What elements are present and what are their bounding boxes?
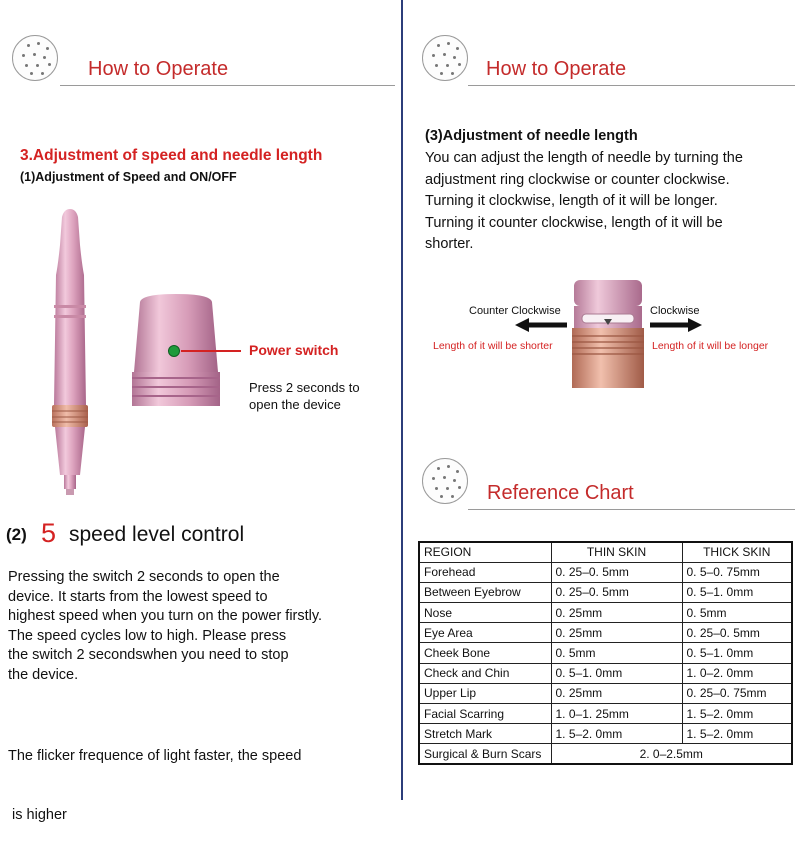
thick-cell: 1. 5–2. 0mm <box>682 704 792 724</box>
region-cell: Between Eyebrow <box>419 582 551 602</box>
needle-line-5: shorter. <box>425 236 474 252</box>
table-row <box>419 663 792 683</box>
reference-underline <box>468 509 795 510</box>
subsection-title: (1)Adjustment of Speed and ON/OFF <box>20 170 237 184</box>
left-arrow-icon <box>515 318 567 332</box>
table-row <box>419 724 792 744</box>
region-cell: Forehead <box>419 562 551 582</box>
table-row <box>419 704 792 724</box>
thick-cell: 0. 25–0. 75mm <box>682 683 792 703</box>
flicker-line-2: is higher <box>8 806 67 823</box>
power-switch-pointer <box>181 350 241 352</box>
speed-line-4: The speed cycles low to high. Please press <box>8 627 287 644</box>
power-switch-label: Power switch <box>249 342 339 358</box>
header-thick-skin: THICK SKIN <box>682 542 792 562</box>
thick-cell: 1. 5–2. 0mm <box>682 724 792 744</box>
left-header-title: How to Operate <box>88 58 229 80</box>
left-header <box>10 35 395 95</box>
table-row <box>419 582 792 602</box>
table-row <box>419 623 792 643</box>
header-thin-skin: THIN SKIN <box>551 542 682 562</box>
speed-line-3: highest speed when you turn on the power firstly. <box>8 608 323 624</box>
needle-paragraph <box>425 148 743 256</box>
needle-line-3: Turning it clockwise, length of it will be longer. <box>425 193 718 209</box>
region-cell: Cheek Bone <box>419 643 551 663</box>
column-divider <box>401 0 403 800</box>
thick-cell: 0. 5mm <box>682 603 792 623</box>
header-region: REGION <box>419 542 551 562</box>
reference-header <box>420 458 795 518</box>
dot-circle-icon <box>12 35 58 81</box>
table-row <box>419 643 792 663</box>
right-header <box>420 35 795 95</box>
region-cell: Facial Scarring <box>419 704 551 724</box>
table-row <box>419 562 792 582</box>
merged-value-cell: 2. 0–2.5mm <box>551 744 792 764</box>
section-title: 3.Adjustment of speed and needle length <box>20 147 323 164</box>
right-header-underline <box>468 85 795 86</box>
thin-cell: 0. 25–0. 5mm <box>551 562 682 582</box>
reference-title: Reference Chart <box>487 482 634 504</box>
needle-line-2: adjustment ring clockwise or counter clockwise. <box>425 171 730 188</box>
speed-line-5: the switch 2 secondswhen you need to stop <box>8 647 289 663</box>
speed-line-2: device. It starts from the lowest speed to <box>8 588 268 605</box>
thin-cell: 1. 5–2. 0mm <box>551 724 682 744</box>
thin-cell: 1. 0–1. 25mm <box>551 704 682 724</box>
thin-cell: 0. 25mm <box>551 623 682 643</box>
flicker-paragraph <box>8 708 301 845</box>
speed-line-1: Pressing the switch 2 seconds to open the <box>8 569 280 585</box>
thick-cell: 0. 5–0. 75mm <box>682 562 792 582</box>
dot-circle-icon <box>422 35 468 81</box>
speed-heading-text: speed level control <box>69 523 245 546</box>
press-note-line1: Press 2 seconds to <box>249 380 360 395</box>
shorter-label: Length of it will be shorter <box>433 340 553 352</box>
speed-prefix: (2) <box>6 525 27 544</box>
reference-table <box>418 541 793 765</box>
table-row-last <box>419 744 792 764</box>
table-row <box>419 603 792 623</box>
left-header-underline <box>60 85 395 86</box>
region-cell: Check and Chin <box>419 663 551 683</box>
clockwise-label: Clockwise <box>650 305 700 317</box>
needle-line-1: You can adjust the length of needle by turning the <box>425 150 743 166</box>
needle-line-4: Turning it counter clockwise, length of it will be <box>425 214 723 231</box>
region-cell: Surgical & Burn Scars <box>419 744 551 764</box>
thick-cell: 0. 5–1. 0mm <box>682 643 792 663</box>
thin-cell: 0. 25mm <box>551 683 682 703</box>
thin-cell: 0. 25mm <box>551 603 682 623</box>
flicker-line-1: The flicker frequence of light faster, the speed <box>8 748 302 764</box>
region-cell: Stretch Mark <box>419 724 551 744</box>
dot-circle-icon <box>422 458 468 504</box>
press-note-line2: open the device <box>249 397 341 412</box>
thick-cell: 0. 25–0. 5mm <box>682 623 792 643</box>
thick-cell: 0. 5–1. 0mm <box>682 582 792 602</box>
region-cell: Nose <box>419 603 551 623</box>
right-header-title: How to Operate <box>486 58 627 80</box>
speed-line-6: the device. <box>8 666 79 683</box>
green-led-icon <box>169 346 180 357</box>
needle-title: (3)Adjustment of needle length <box>425 128 638 144</box>
thin-cell: 0. 5–1. 0mm <box>551 663 682 683</box>
region-cell: Eye Area <box>419 623 551 643</box>
table-header-row <box>419 542 792 562</box>
right-arrow-icon <box>650 318 702 332</box>
thin-cell: 0. 25–0. 5mm <box>551 582 682 602</box>
speed-number: 5 <box>41 518 57 548</box>
thick-cell: 1. 0–2. 0mm <box>682 663 792 683</box>
speed-paragraph <box>8 568 322 685</box>
longer-label: Length of it will be longer <box>652 340 769 352</box>
region-cell: Upper Lip <box>419 683 551 703</box>
pen-image <box>40 205 110 500</box>
counter-clockwise-label: Counter Clockwise <box>469 305 561 317</box>
adjustment-ring-image <box>570 278 646 390</box>
table-row <box>419 683 792 703</box>
thin-cell: 0. 5mm <box>551 643 682 663</box>
